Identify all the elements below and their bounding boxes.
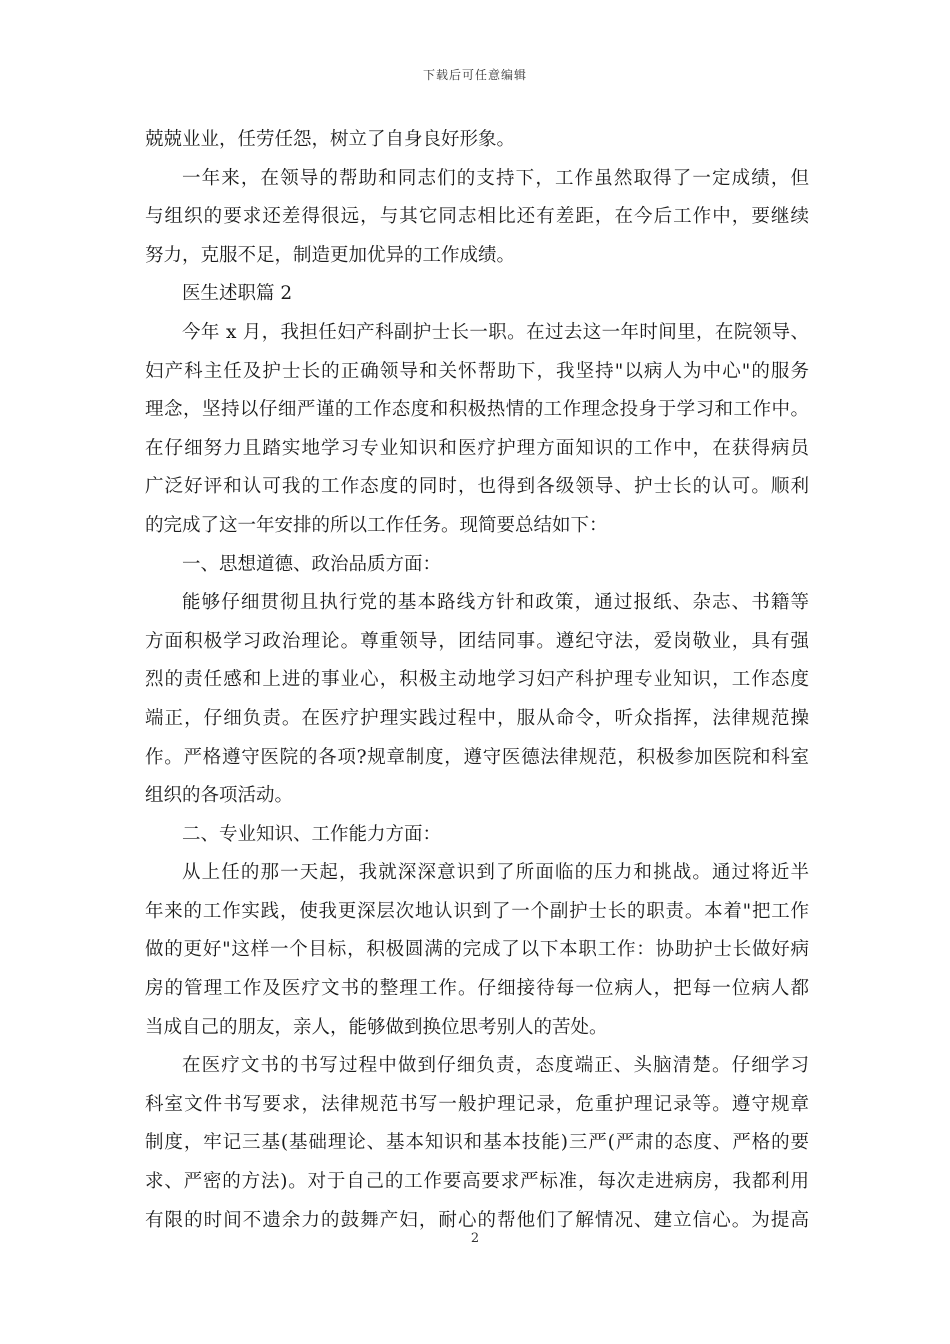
page-number: 2 [470, 1231, 480, 1246]
text-line: 能够仔细贯彻且执行党的基本路线方针和政策，通过报纸、杂志、书籍等 [182, 592, 809, 614]
text-line: 今年 x 月，我担任妇产科副护士长一职。在过去这一年时间里，在院领导、 [182, 321, 809, 343]
text-line: 在仔细努力且踏实地学习专业知识和医疗护理方面知识的工作中，在获得病员 [145, 437, 809, 459]
text-line: 做的更好"这样一个目标，积极圆满的完成了以下本职工作：协助护士长做好病 [145, 939, 809, 961]
text-line: 作。严格遵守医院的各项?规章制度，遵守医德法律规范，积极参加医院和科室 [145, 746, 809, 768]
text-line: 一年来，在领导的帮助和同志们的支持下，工作虽然取得了一定成绩，但 [182, 167, 809, 189]
text-line: 当成自己的朋友，亲人，能够做到换位思考别人的苦处。 [145, 1016, 608, 1038]
text-line: 科室文件书写要求，法律规范书写一般护理记录，危重护理记录等。遵守规章 [145, 1093, 809, 1115]
page-header: 下载后可任意编辑 [422, 68, 527, 82]
text-line: 兢兢业业，任劳任怨，树立了自身良好形象。 [145, 129, 516, 150]
text-line: 制度，牢记三基(基础理论、基本知识和基本技能)三严(严肃的态度、严格的要 [145, 1132, 809, 1154]
text-line: 广泛好评和认可我的工作态度的同时，也得到各级领导、护士长的认可。顺利 [145, 476, 809, 498]
text-line: 二、专业知识、工作能力方面： [182, 823, 442, 845]
text-line: 方面积极学习政治理论。尊重领导，团结同事。遵纪守法，爱岗敬业，具有强 [145, 630, 809, 652]
text-line: 组织的各项活动。 [145, 785, 294, 807]
text-line: 房的管理工作及医疗文书的整理工作。仔细接待每一位病人，把每一位病人都 [145, 978, 809, 1000]
document-body [145, 121, 809, 1240]
text-line: 端正，仔细负责。在医疗护理实践过程中，服从命令，听众指挥，法律规范操 [145, 707, 809, 729]
text-line: 从上任的那一天起，我就深深意识到了所面临的压力和挑战。通过将近半 [182, 862, 809, 884]
text-line: 烈的责任感和上进的事业心，积极主动地学习妇产科护理专业知识，工作态度 [145, 669, 809, 691]
text-line: 努力，克服不足，制造更加优异的工作成绩。 [145, 244, 516, 266]
text-line: 的完成了这一年安排的所以工作任务。现简要总结如下： [145, 514, 608, 536]
text-line: 求、严密的方法)。对于自己的工作要高要求严标准，每次走进病房，我都利用 [145, 1171, 809, 1193]
text-line: 妇产科主任及护士长的正确领导和关怀帮助下，我坚持"以病人为中心"的服务 [145, 360, 809, 382]
text-line: 一、思想道德、政治品质方面： [182, 553, 442, 575]
text-line: 年来的工作实践，使我更深层次地认识到了一个副护士长的职责。本着"把工作 [145, 900, 809, 922]
text-line: 在医疗文书的书写过程中做到仔细负责，态度端正、头脑清楚。仔细学习 [182, 1055, 809, 1077]
text-line: 医生述职篇 2 [182, 283, 293, 305]
text-line: 与组织的要求还差得很远，与其它同志相比还有差距，在今后工作中，要继续 [145, 206, 809, 228]
text-line: 有限的时间不遗余力的鼓舞产妇，耐心的帮他们了解情况、建立信心。为提高 [145, 1209, 809, 1231]
text-line: 理念，坚持以仔细严谨的工作态度和积极热情的工作理念投身于学习和工作中。 [145, 399, 809, 421]
